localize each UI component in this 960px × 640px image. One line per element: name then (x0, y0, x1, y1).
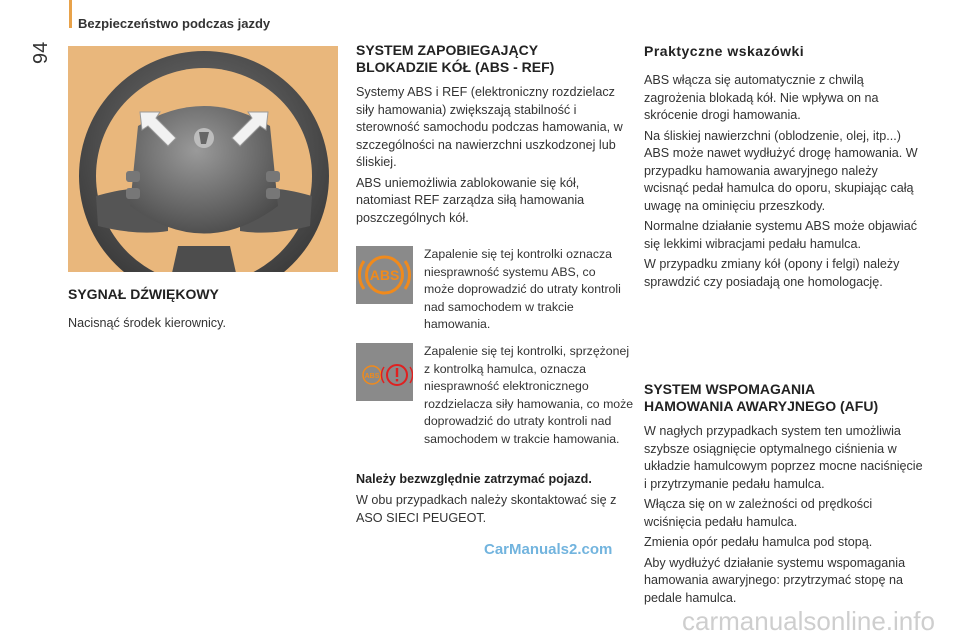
tips-paragraph-2: Na śliskiej nawierzchni (oblodzenie, olej, itp...) ABS może nawet wydłużyć drogę hamowania. W przypadku hamowania awaryjnego należy wcisnąć pedał hamulca do oporu, skupiając całą uwagę na ominięciu przeszkody. (644, 128, 918, 213)
watermark-carmanualsonline[interactable]: carmanualsonline.info (682, 606, 935, 636)
afu-paragraph-3: Zmienia opór pedału hamulca pod stopą. (644, 535, 873, 549)
tips-paragraph-4: W przypadku zmiany kół (opony i felgi) należy sprawdzić czy posiadają one homologację. (644, 257, 900, 289)
section-header: Bezpieczeństwo podczas jazdy (78, 16, 271, 31)
tips-title: Praktyczne wskazówki (644, 43, 805, 59)
stop-vehicle-note: Należy bezwzględnie zatrzymać pojazd. (356, 472, 592, 486)
abs-brake-warning-icon (356, 343, 413, 401)
watermark-carmanuals2[interactable]: CarManuals2.com (484, 541, 613, 558)
tips-paragraph-1: ABS włącza się automatycznie z chwilą zagrożenia blokadą kół. Nie wpływa on na skrócenie drogi hamowania. (644, 73, 879, 122)
abs-warning-text: Zapalenie się tej kontrolki oznacza niesprawność systemu ABS, co może doprowadzić do utraty kontroli nad samochodem w trakcie hamowania. (424, 247, 621, 331)
abs-paragraph-1: Systemy ABS i REF (elektroniczny rozdzielacz siły hamowania) zwiększają stabilność i sterowność samochodu podczas hamowania, w szczególności na nawierzchni uszkodzonej lub śliskiej. (356, 85, 623, 169)
afu-title-line1: SYSTEM WSPOMAGANIA (644, 381, 816, 397)
tips-paragraph-3: Normalne działanie systemu ABS może objawiać się lekkimi wibracjami pedału hamulca. (644, 219, 917, 251)
abs-warning-row (356, 246, 628, 336)
abs-title-line1: SYSTEM ZAPOBIEGAJĄCY (356, 42, 539, 58)
svg-text:ABS: ABS (364, 373, 380, 380)
steering-wheel-figure (68, 46, 338, 272)
abs-warning-icon (356, 246, 413, 304)
abs-brake-warning-text: Zapalenie się tej kontrolki, sprzężonej z kontrolką hamulca, oznacza niesprawność elektronicznego rozdzielacza siły hamowania, co może doprowadzić do utraty kontroli nad samochodem w trakcie hamowania. (424, 344, 634, 446)
abs-title-line2: BLOKADZIE KÓŁ (ABS - REF) (356, 59, 555, 75)
afu-paragraph-1: W nagłych przypadkach system ten umożliwia szybsze osiągnięcie optymalnego ciśnienia w układzie hamulcowym poprzez mocne naciśnięcie i przytrzymanie pedału hamulca. (644, 424, 923, 491)
afu-paragraph-2: Włącza się on w zależności od prędkości wciśnięcia pedału hamulca. (644, 497, 873, 529)
afu-paragraph-4: Aby wydłużyć działanie systemu wspomagania hamowania awaryjnego: przytrzymać stopę na pedale hamulca. (644, 555, 906, 605)
accent-bar (69, 0, 72, 28)
page-number: 94 (30, 41, 52, 64)
svg-text:ABS: ABS (369, 267, 400, 283)
contact-dealer-text: W obu przypadkach należy skontaktować się z ASO SIECI PEUGEOT. (356, 493, 617, 525)
horn-title: SYGNAŁ DŹWIĘKOWY (68, 286, 219, 302)
tips-section (644, 43, 924, 291)
afu-section (644, 381, 924, 607)
abs-section (356, 42, 628, 227)
abs-brake-warning-row (356, 343, 634, 463)
steering-wheel-icon (68, 46, 338, 272)
horn-section (68, 286, 338, 333)
abs-paragraph-2: ABS uniemożliwia zablokowanie się kół, natomiast REF zarządza siłą hamowania poszczególnych kół. (356, 175, 585, 225)
horn-text: Nacisnąć środek kierownicy. (68, 316, 226, 330)
abs-stop-section (356, 472, 636, 527)
afu-title-line2: HAMOWANIA AWARYJNEGO (AFU) (644, 398, 879, 414)
